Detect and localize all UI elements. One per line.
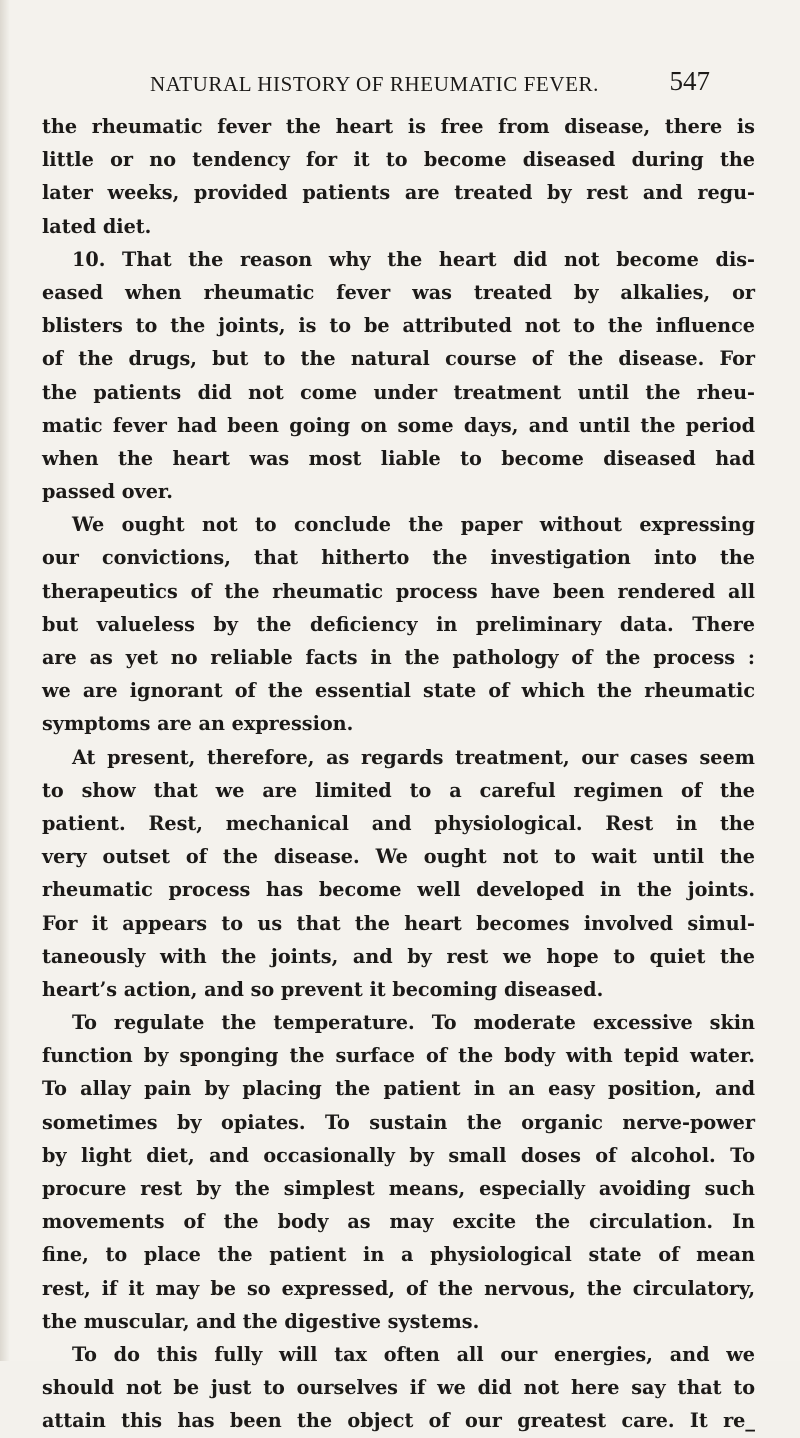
text-line: later weeks, provided patients are treated by rest and regu- — [42, 181, 755, 205]
running-header — [150, 62, 710, 102]
running-title: NATURAL HISTORY OF RHEUMATIC FEVER. — [150, 72, 600, 96]
text-line: blisters to the joints, is to be attributed not to the influence — [42, 314, 755, 338]
page-gutter-shadow — [0, 0, 10, 1361]
text-line: passed over. — [42, 480, 173, 504]
text-line: but valueless by the deficiency in preliminary data. There — [42, 612, 755, 636]
text-line: lated diet. — [42, 214, 152, 238]
text-line: heart’s action, and so prevent it becoming diseased. — [42, 977, 604, 1001]
text-line: the patients did not come under treatment until the rheu- — [42, 380, 755, 404]
text-line: eased when rheumatic fever was treated by alkalies, or — [42, 280, 755, 304]
text-line: very outset of the disease. We ought not to wait until the — [42, 845, 755, 869]
text-line: the rheumatic fever the heart is free from disease, there is — [42, 115, 755, 138]
text-line: At present, therefore, as regards treatment, our cases seem — [72, 745, 755, 769]
text-line: patient. Rest, mechanical and physiological. Rest in the — [42, 811, 755, 835]
text-line: we are ignorant of the essential state of which the rheumatic — [42, 679, 755, 703]
text-line: should not be just to ourselves if we did not here say that to — [42, 1376, 755, 1400]
text-line: when the heart was most liable to become diseased had — [42, 446, 755, 470]
text-line: of the drugs, but to the natural course of the disease. For — [42, 347, 755, 371]
text-line: procure rest by the simplest means, especially avoiding such — [42, 1177, 755, 1200]
page-number: 547 — [669, 66, 710, 96]
text-line: sometimes by opiates. To sustain the organic nerve-power — [42, 1110, 755, 1134]
text-line: are as yet no reliable facts in the pathology of the process : — [42, 646, 755, 669]
body-text — [42, 110, 755, 1438]
text-line: attain this has been the object of our greatest care. It re_ — [42, 1409, 755, 1433]
text-line: movements of the body as may excite the circulation. In — [42, 1210, 755, 1234]
text-line: matic fever had been going on some days, and until the period — [42, 413, 755, 437]
text-line: To regulate the temperature. To moderate excessive skin — [72, 1011, 755, 1035]
text-line: taneously with the joints, and by rest we hope to quiet the — [42, 944, 755, 968]
text-line: For it appears to us that the heart becomes involved simul- — [42, 911, 755, 935]
text-line: the muscular, and the digestive systems. — [42, 1309, 480, 1333]
text-line: to show that we are limited to a careful regimen of the — [42, 778, 755, 802]
text-line: 10. That the reason why the heart did not become dis- — [72, 247, 755, 271]
text-line: function by sponging the surface of the body with tepid water. — [42, 1044, 755, 1068]
text-line: rheumatic process has become well developed in the joints. — [42, 878, 755, 902]
text-line: little or no tendency for it to become diseased during the — [42, 148, 755, 172]
text-line: rest, if it may be so expressed, of the nervous, the circulatory, — [42, 1276, 755, 1300]
text-line: our convictions, that hitherto the investigation into the — [42, 546, 755, 570]
text-line: fine, to place the patient in a physiological state of mean — [42, 1243, 755, 1267]
text-line: We ought not to conclude the paper without expressing — [72, 513, 755, 537]
text-line: To allay pain by placing the patient in an easy position, and — [42, 1077, 755, 1101]
text-line: To do this fully will tax often all our energies, and we — [72, 1342, 755, 1366]
text-line: therapeutics of the rheumatic process have been rendered all — [42, 579, 755, 603]
text-line: symptoms are an expression. — [42, 712, 354, 736]
text-line: by light diet, and occasionally by small doses of alcohol. To — [42, 1143, 755, 1167]
